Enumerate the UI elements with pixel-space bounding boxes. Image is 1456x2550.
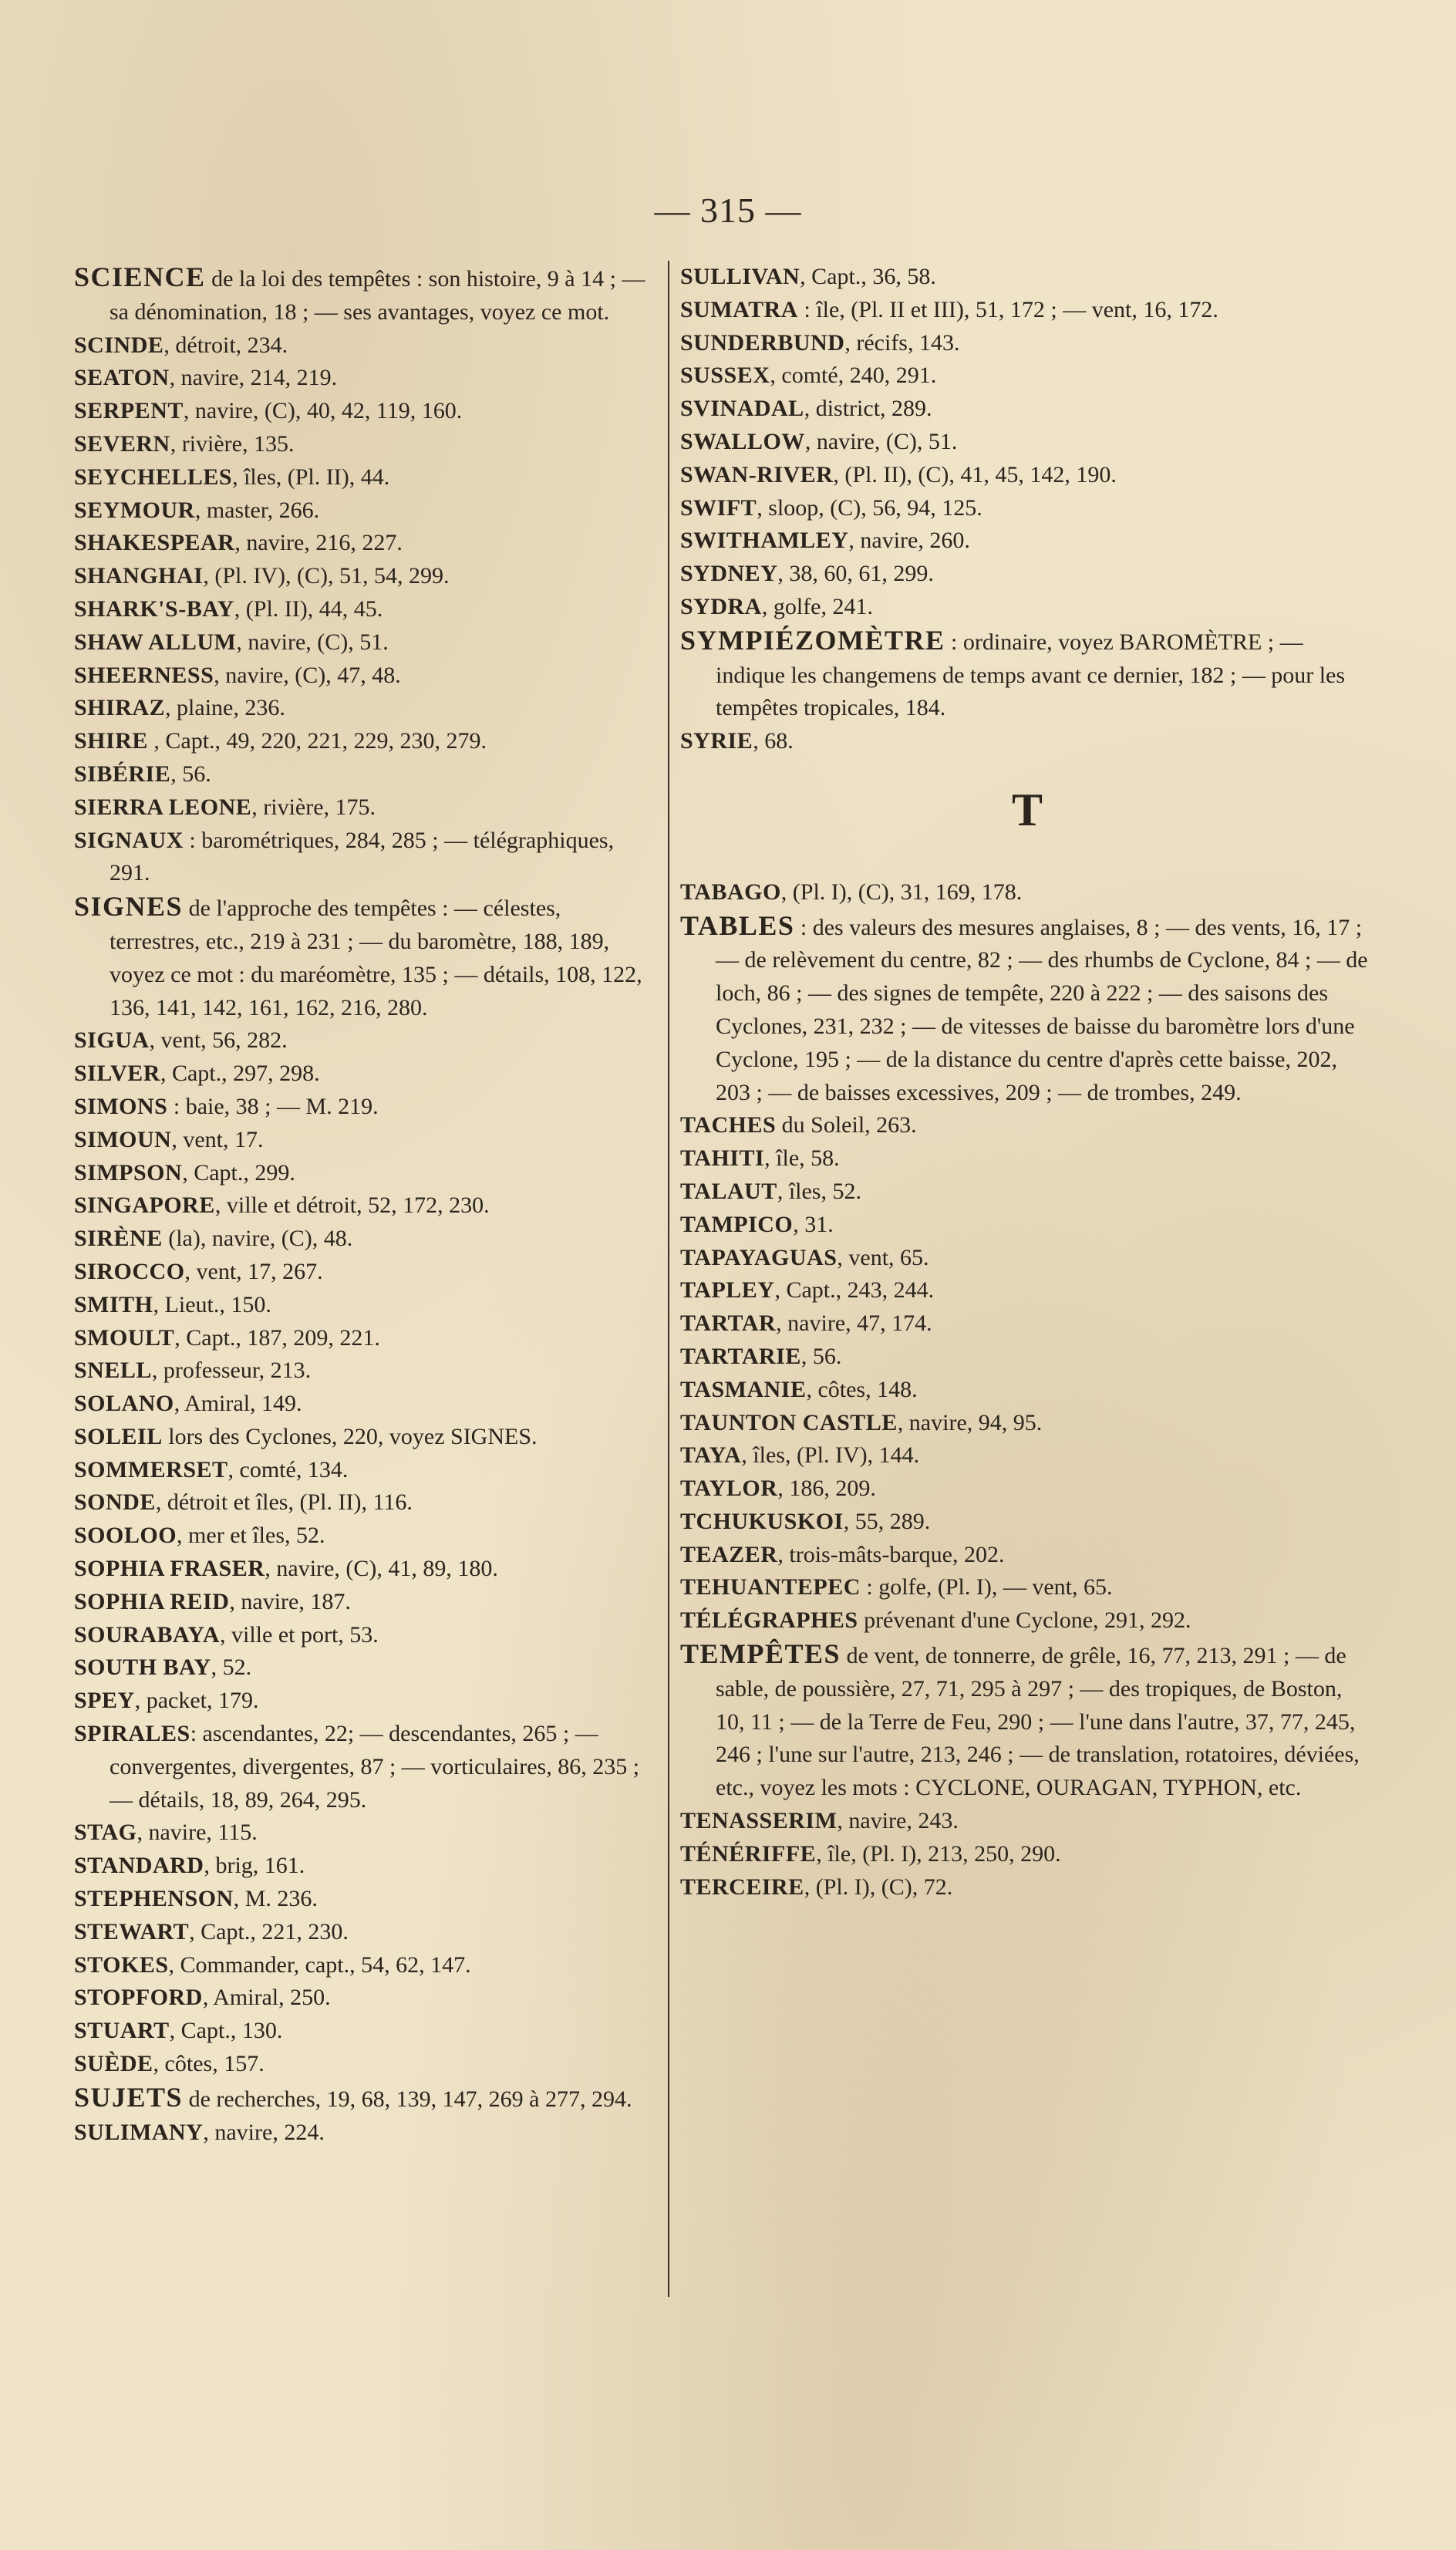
index-entry bbox=[74, 1586, 657, 1619]
index-entry bbox=[74, 791, 657, 825]
index-term: SPIRALES bbox=[74, 1721, 190, 1747]
index-references: de la loi des tempêtes : son histoire, 9 à 14 ; — sa dénomination, 18 ; — ses avantages, voyez ce mot. bbox=[110, 266, 645, 325]
index-term: SHANGHAI bbox=[74, 563, 204, 589]
index-term: TABAGO bbox=[680, 879, 781, 905]
index-term: SHAW ALLUM bbox=[74, 629, 237, 655]
index-term: STEPHENSON bbox=[74, 1886, 234, 1912]
index-references: , navire, (C), 51. bbox=[236, 629, 389, 655]
index-references: , plaine, 236. bbox=[165, 695, 285, 721]
index-references: , navire, 115. bbox=[136, 1820, 258, 1846]
index-term: SOLEIL bbox=[74, 1423, 163, 1449]
index-references: , rivière, 135. bbox=[170, 430, 295, 457]
index-references: , (Pl. IV), (C), 51, 54, 299. bbox=[203, 563, 450, 589]
index-entry bbox=[74, 1421, 657, 1454]
index-references: , sloop, (C), 56, 94, 125. bbox=[757, 494, 982, 521]
index-entry bbox=[74, 261, 657, 329]
index-entry bbox=[680, 1638, 1374, 1805]
column-divider bbox=[668, 261, 669, 2297]
index-entry bbox=[680, 1571, 1374, 1604]
index-entry bbox=[74, 395, 657, 428]
index-references: , côtes, 148. bbox=[806, 1376, 918, 1402]
index-term: TAPLEY bbox=[680, 1277, 775, 1304]
index-entry bbox=[74, 1520, 657, 1553]
index-references: prévenant d'une Cyclone, 291, 292. bbox=[858, 1607, 1191, 1634]
index-entry bbox=[680, 1805, 1374, 1838]
index-entry bbox=[74, 362, 657, 395]
index-references: : barométriques, 284, 285 ; — télégraphiques, 291. bbox=[110, 827, 615, 886]
index-references: , vent, 56, 282. bbox=[149, 1027, 288, 1054]
index-term: SCINDE bbox=[74, 332, 164, 358]
index-references: , (Pl. I), (C), 31, 169, 178. bbox=[780, 879, 1023, 905]
index-term: SHIRAZ bbox=[74, 695, 166, 721]
index-term: TARTARIE bbox=[680, 1343, 801, 1369]
index-term: SHEERNESS bbox=[74, 662, 214, 688]
index-references: , packet, 179. bbox=[134, 1688, 259, 1714]
index-term: SILVER bbox=[74, 1061, 160, 1087]
index-entry bbox=[680, 1407, 1374, 1440]
index-entry bbox=[680, 1109, 1374, 1142]
index-references: , récifs, 143. bbox=[844, 329, 960, 356]
index-entry bbox=[74, 1685, 657, 1718]
index-term: TAYLOR bbox=[680, 1476, 778, 1502]
index-entry bbox=[680, 1604, 1374, 1638]
index-term: SNELL bbox=[74, 1358, 152, 1384]
index-term: SYDRA bbox=[680, 593, 762, 619]
index-references: , (Pl. II), (C), 41, 45, 142, 190. bbox=[833, 461, 1117, 487]
index-term: SIGUA bbox=[74, 1027, 150, 1054]
index-references: , navire, 94, 95. bbox=[897, 1409, 1043, 1435]
index-references: , îles, 52. bbox=[777, 1178, 861, 1204]
index-references: , brig, 161. bbox=[204, 1853, 305, 1879]
index-entry bbox=[680, 909, 1374, 1110]
index-term: SULIMANY bbox=[74, 2119, 204, 2145]
index-term: TEHUANTEPEC bbox=[680, 1574, 861, 1600]
index-term: TACHES bbox=[680, 1112, 777, 1138]
index-entry bbox=[680, 1871, 1374, 1904]
index-entry bbox=[74, 1256, 657, 1289]
index-entry bbox=[680, 327, 1374, 360]
index-term: TAHITI bbox=[680, 1145, 765, 1172]
index-entry bbox=[74, 758, 657, 791]
index-references: , Amiral, 250. bbox=[202, 1985, 331, 2011]
index-entry bbox=[74, 1651, 657, 1685]
index-references: , 56. bbox=[170, 761, 211, 787]
index-references: , 55, 289. bbox=[843, 1508, 931, 1534]
index-term: SIERRA LEONE bbox=[74, 794, 252, 820]
index-column-left bbox=[74, 261, 657, 2149]
index-term: SOMMERSET bbox=[74, 1456, 228, 1482]
index-entry bbox=[74, 1883, 657, 1916]
index-entry bbox=[680, 1209, 1374, 1242]
index-references: , Commander, capt., 54, 62, 147. bbox=[168, 1951, 471, 1978]
index-entry bbox=[74, 1949, 657, 1982]
index-term: STEWART bbox=[74, 1918, 190, 1945]
index-term: SWAN-RIVER bbox=[680, 461, 834, 487]
index-entry bbox=[74, 1354, 657, 1388]
index-references: , (Pl. II), 44, 45. bbox=[234, 595, 383, 622]
index-references: , Capt., 49, 220, 221, 229, 230, 279. bbox=[147, 728, 487, 754]
index-references: , golfe, 241. bbox=[761, 593, 873, 619]
index-entry bbox=[680, 1142, 1374, 1175]
index-entry bbox=[74, 1982, 657, 2015]
index-entry bbox=[74, 1223, 657, 1256]
index-references: , (Pl. I), (C), 72. bbox=[804, 1874, 953, 1900]
index-entry bbox=[74, 1322, 657, 1355]
index-term: SHIRE bbox=[74, 728, 148, 754]
index-term: SEYCHELLES bbox=[74, 464, 233, 490]
index-entry bbox=[680, 1374, 1374, 1407]
index-term: SOPHIA FRASER bbox=[74, 1556, 265, 1582]
index-entry bbox=[74, 890, 657, 1024]
index-references: : des valeurs des mesures anglaises, 8 ; — des vents, 16, 17 ; — de relèvement du centre, 82 ; — des rhumbs de Cyclone, 84 ; — de loch, 86 ; — des signes de tempête, 220 à 222 ; — des saisons des Cyclones, 231, 232 ; — de vitesses de baisse du baromètre lors d'une Cyclone, 195 ; — de la distance du centre d'après cette baisse, 202, 203 ; — de baisses excessives, 209 ; — de trombes, 249. bbox=[716, 914, 1368, 1105]
index-term: SYDNEY bbox=[680, 561, 778, 587]
index-entry bbox=[680, 1439, 1374, 1472]
index-entry bbox=[680, 261, 1374, 294]
index-entry bbox=[74, 1718, 657, 1816]
index-references: , professeur, 213. bbox=[151, 1358, 312, 1384]
index-term: SYRIE bbox=[680, 728, 753, 754]
index-references: , vent, 65. bbox=[837, 1244, 929, 1270]
index-entry bbox=[680, 591, 1374, 624]
index-entry bbox=[680, 1175, 1374, 1209]
index-references: , navire, 260. bbox=[848, 528, 970, 554]
index-references: , îles, (Pl. II), 44. bbox=[232, 464, 390, 490]
index-entry bbox=[680, 876, 1374, 909]
index-term: TÉNÉRIFFE bbox=[680, 1840, 817, 1867]
index-term: TARTAR bbox=[680, 1310, 777, 1337]
index-references: , 56. bbox=[800, 1343, 842, 1369]
index-entry bbox=[74, 1057, 657, 1091]
index-entry bbox=[680, 1242, 1374, 1275]
index-references: , ville et port, 53. bbox=[220, 1621, 379, 1648]
index-entry bbox=[74, 1157, 657, 1190]
index-entry bbox=[74, 329, 657, 363]
index-entry bbox=[680, 1274, 1374, 1307]
index-term: SOLANO bbox=[74, 1391, 174, 1417]
index-entry bbox=[680, 294, 1374, 327]
index-term: SUSSEX bbox=[680, 363, 770, 389]
index-term: TASMANIE bbox=[680, 1376, 807, 1402]
index-references: , île, 58. bbox=[764, 1145, 840, 1172]
index-term: TAPAYAGUAS bbox=[680, 1244, 838, 1270]
index-entry bbox=[680, 624, 1374, 725]
index-term: TCHUKUSKOI bbox=[680, 1508, 844, 1534]
index-entry bbox=[74, 825, 657, 891]
index-term: SHAKESPEAR bbox=[74, 530, 235, 556]
index-entry bbox=[74, 494, 657, 528]
index-entry bbox=[680, 1539, 1374, 1572]
index-term: SUNDERBUND bbox=[680, 329, 845, 356]
index-references: de recherches, 19, 68, 139, 147, 269 à 277, 294. bbox=[183, 2086, 632, 2112]
index-references: , vent, 17, 267. bbox=[184, 1258, 323, 1284]
index-entry bbox=[74, 428, 657, 461]
index-entry bbox=[74, 626, 657, 659]
index-entry bbox=[74, 1850, 657, 1883]
index-term: TEMPÊTES bbox=[680, 1638, 841, 1670]
index-references: : baie, 38 ; — M. 219. bbox=[167, 1093, 379, 1119]
index-references: , 186, 209. bbox=[777, 1476, 876, 1502]
index-entry bbox=[74, 461, 657, 494]
index-term: TABLES bbox=[680, 909, 795, 941]
index-entry bbox=[74, 692, 657, 725]
index-references: , Capt., 130. bbox=[169, 2018, 283, 2044]
index-term: SWALLOW bbox=[680, 428, 805, 454]
index-references: de vent, de tonnerre, de grêle, 16, 77, 213, 291 ; — de sable, de poussière, 27, 71, 295 à 297 ; — des tropiques, de Boston, 10, 11 ; — de la Terre de Feu, 290 ; — l'une dans l'autre, 37, 77, 245, 246 ; l'une sur l'autre, 213, 246 ; — de translation, rotatoires, déviées, etc., voyez les mots : CYCLONE, OURAGAN, TYPHON, etc. bbox=[716, 1643, 1360, 1801]
index-references: , comté, 240, 291. bbox=[770, 363, 937, 389]
index-references: lors des Cyclones, 220, voyez SIGNES. bbox=[162, 1423, 538, 1449]
index-references: : golfe, (Pl. I), — vent, 65. bbox=[860, 1574, 1113, 1600]
index-references: : ordinaire, voyez BAROMÈTRE ; — indique les changemens de temps avant ce dernier, 182 ; — pour les tempêtes tropicales, 184. bbox=[716, 629, 1346, 721]
index-entry bbox=[74, 1816, 657, 1850]
index-references: , Capt., 243, 244. bbox=[774, 1277, 935, 1304]
index-term: SCIENCE bbox=[74, 261, 206, 292]
index-entry bbox=[74, 725, 657, 758]
index-references: , Lieut., 150. bbox=[153, 1291, 271, 1317]
index-references: , navire, 243. bbox=[837, 1808, 959, 1834]
index-references: : île, (Pl. II et III), 51, 172 ; — vent, 16, 172. bbox=[797, 296, 1218, 322]
index-column-right bbox=[680, 261, 1374, 1904]
index-entry bbox=[680, 1341, 1374, 1374]
section-letter: T bbox=[1011, 784, 1043, 835]
index-term: STAG bbox=[74, 1820, 137, 1846]
index-entry bbox=[74, 1916, 657, 1949]
index-term: TALAUT bbox=[680, 1178, 777, 1204]
index-entry bbox=[74, 1388, 657, 1421]
index-group-t bbox=[680, 876, 1374, 1904]
index-term: STOKES bbox=[74, 1951, 169, 1978]
index-term: SIMPSON bbox=[74, 1159, 183, 1186]
index-entry bbox=[74, 1124, 657, 1157]
index-entry bbox=[74, 1454, 657, 1487]
index-references: , Amiral, 149. bbox=[174, 1391, 302, 1417]
index-references: , vent, 17. bbox=[171, 1126, 264, 1152]
index-references: , détroit et îles, (Pl. II), 116. bbox=[155, 1489, 413, 1516]
index-term: SIGNAUX bbox=[74, 827, 184, 853]
index-references: , district, 289. bbox=[804, 396, 932, 422]
index-term: STUART bbox=[74, 2018, 170, 2044]
index-references: , détroit, 234. bbox=[163, 332, 288, 358]
index-term: SWITHAMLEY bbox=[680, 528, 849, 554]
index-entry bbox=[74, 2048, 657, 2081]
index-term: TENASSERIM bbox=[680, 1808, 838, 1834]
index-references: , ville et détroit, 52, 172, 230. bbox=[214, 1192, 490, 1219]
index-term: SIMOUN bbox=[74, 1126, 172, 1152]
index-references: , Capt., 297, 298. bbox=[160, 1061, 320, 1087]
index-references: , M. 236. bbox=[233, 1886, 318, 1912]
index-references: , 31. bbox=[793, 1211, 834, 1237]
index-references: , Capt., 299. bbox=[182, 1159, 295, 1186]
index-term: SWIFT bbox=[680, 494, 757, 521]
index-term: SHARK'S-BAY bbox=[74, 595, 234, 622]
index-term: SUMATRA bbox=[680, 296, 798, 322]
index-term: SOPHIA REID bbox=[74, 1588, 230, 1614]
index-entry bbox=[680, 492, 1374, 525]
index-references: : ascendantes, 22; — descendantes, 265 ; — convergentes, divergentes, 87 ; — vorticulaires, 86, 235 ; — détails, 18, 89, 264, 295. bbox=[110, 1721, 640, 1813]
index-references: , navire, 216, 227. bbox=[234, 530, 403, 556]
index-references: , 68. bbox=[753, 728, 794, 754]
index-references: , navire, (C), 41, 89, 180. bbox=[265, 1556, 498, 1582]
index-references: , 38, 60, 61, 299. bbox=[777, 561, 934, 587]
index-entry bbox=[74, 1486, 657, 1520]
index-term: SIMONS bbox=[74, 1093, 168, 1119]
index-term: SUJETS bbox=[74, 2081, 184, 2113]
index-references: , île, (Pl. I), 213, 250, 290. bbox=[816, 1840, 1061, 1867]
index-term: STANDARD bbox=[74, 1853, 204, 1879]
index-term: STOPFORD bbox=[74, 1985, 203, 2011]
index-entry bbox=[680, 1472, 1374, 1506]
index-references: , Capt., 36, 58. bbox=[800, 264, 936, 289]
index-entry bbox=[74, 659, 657, 693]
index-entry bbox=[680, 1307, 1374, 1341]
index-group-s bbox=[680, 261, 1374, 758]
index-term: SMITH bbox=[74, 1291, 153, 1317]
index-entry bbox=[680, 525, 1374, 558]
index-term: SYMPIÉZOMÈTRE bbox=[680, 624, 945, 656]
index-term: SUÈDE bbox=[74, 2051, 153, 2077]
index-term: TAYA bbox=[680, 1442, 742, 1469]
index-references: , navire, 224. bbox=[203, 2119, 325, 2145]
index-entry bbox=[74, 1189, 657, 1223]
index-entry bbox=[74, 560, 657, 593]
index-references: , navire, (C), 47, 48. bbox=[214, 662, 401, 688]
index-references: (la), navire, (C), 48. bbox=[162, 1226, 353, 1252]
index-term: TAUNTON CASTLE bbox=[680, 1409, 898, 1435]
index-references: , comté, 134. bbox=[228, 1456, 349, 1482]
index-term: SIBÉRIE bbox=[74, 761, 171, 787]
index-references: , navire, 214, 219. bbox=[169, 365, 338, 391]
index-entry bbox=[74, 2015, 657, 2048]
index-term: SEVERN bbox=[74, 430, 170, 457]
index-term: SIROCCO bbox=[74, 1258, 185, 1284]
index-entry bbox=[74, 593, 657, 626]
page-number: — 315 — bbox=[654, 191, 802, 230]
index-term: SULLIVAN bbox=[680, 264, 800, 289]
index-entry bbox=[74, 1553, 657, 1586]
index-references: , 52. bbox=[211, 1654, 252, 1681]
index-entry bbox=[680, 558, 1374, 591]
index-term: TERCEIRE bbox=[680, 1874, 804, 1900]
index-entry bbox=[74, 2081, 657, 2117]
index-term: TEAZER bbox=[680, 1541, 778, 1567]
index-term: SPEY bbox=[74, 1688, 135, 1714]
index-term: SMOULT bbox=[74, 1324, 175, 1351]
index-entry bbox=[74, 527, 657, 560]
index-references: de l'approche des tempêtes : — célestes, terrestres, etc., 219 à 231 ; — du baromètre, 188, 189, voyez ce mot : du maréomètre, 135 ; — détails, 108, 122, 136, 141, 142, 161, 162, 216, 280. bbox=[110, 896, 642, 1020]
index-references: , îles, (Pl. IV), 144. bbox=[741, 1442, 920, 1469]
index-references: du Soleil, 263. bbox=[776, 1112, 917, 1138]
index-term: TAMPICO bbox=[680, 1211, 794, 1237]
index-entry bbox=[680, 359, 1374, 393]
index-entry bbox=[74, 1091, 657, 1124]
index-entry bbox=[74, 1024, 657, 1057]
index-references: , Capt., 221, 230. bbox=[189, 1918, 349, 1945]
index-references: , master, 266. bbox=[194, 497, 320, 523]
index-entry bbox=[680, 725, 1374, 758]
index-term: SVINADAL bbox=[680, 396, 804, 422]
index-term: TÉLÉGRAPHES bbox=[680, 1607, 858, 1634]
index-term: SOURABAYA bbox=[74, 1621, 221, 1648]
index-references: , navire, 47, 174. bbox=[776, 1310, 932, 1337]
index-term: SONDE bbox=[74, 1489, 156, 1516]
index-references: , Capt., 187, 209, 221. bbox=[174, 1324, 380, 1351]
index-entry bbox=[74, 1619, 657, 1652]
index-references: , navire, 187. bbox=[229, 1588, 351, 1614]
index-term: SEATON bbox=[74, 365, 170, 391]
index-term: SIRÈNE bbox=[74, 1226, 163, 1252]
index-references: , côtes, 157. bbox=[153, 2051, 265, 2077]
index-entry bbox=[680, 1506, 1374, 1539]
index-term: SEYMOUR bbox=[74, 497, 195, 523]
index-entry bbox=[680, 426, 1374, 459]
index-references: , mer et îles, 52. bbox=[177, 1523, 325, 1549]
index-term: SIGNES bbox=[74, 891, 184, 923]
index-references: , navire, (C), 40, 42, 119, 160. bbox=[183, 398, 463, 424]
index-entry bbox=[74, 1289, 657, 1322]
index-references: , rivière, 175. bbox=[251, 794, 376, 820]
index-references: , navire, (C), 51. bbox=[804, 428, 958, 454]
index-entry bbox=[680, 393, 1374, 426]
index-references: , trois-mâts-barque, 202. bbox=[777, 1541, 1005, 1567]
index-term: SOOLOO bbox=[74, 1523, 177, 1549]
index-term: SOUTH BAY bbox=[74, 1654, 211, 1681]
index-term: SERPENT bbox=[74, 398, 184, 424]
index-entry bbox=[74, 2117, 657, 2150]
index-entry bbox=[680, 1838, 1374, 1871]
index-entry bbox=[680, 459, 1374, 492]
index-term: SINGAPORE bbox=[74, 1192, 215, 1219]
